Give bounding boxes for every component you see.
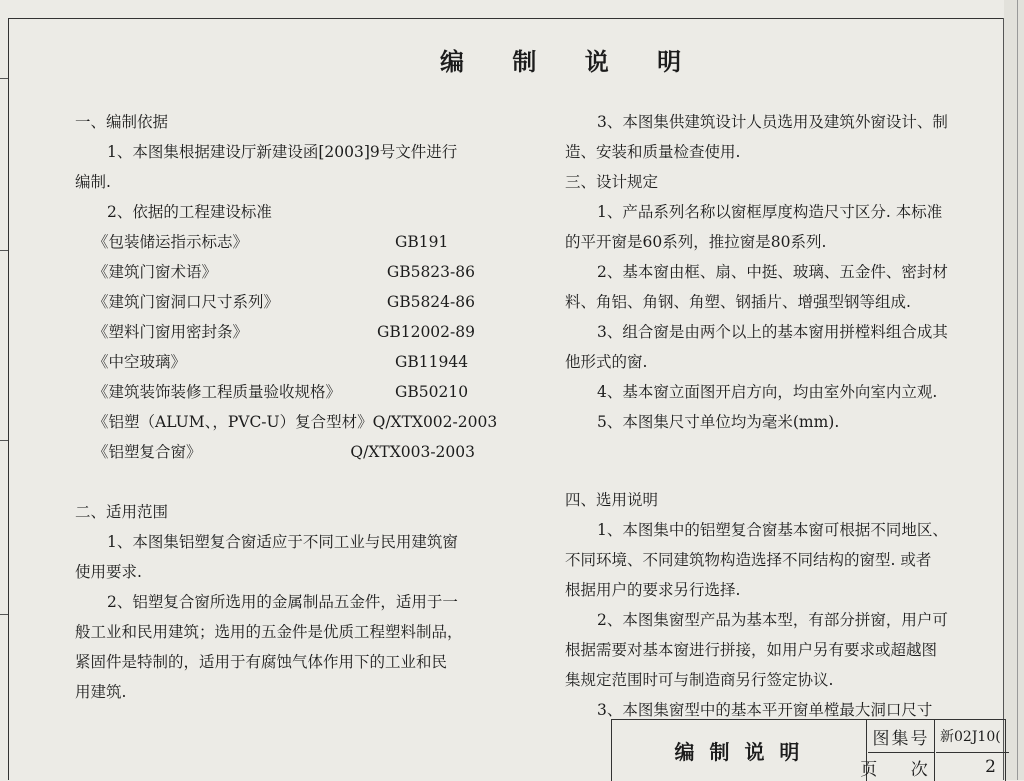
page-title: 编 制 说 明: [440, 47, 702, 76]
paragraph-line: 他形式的窗.: [565, 353, 648, 371]
frame-right-border: [1003, 18, 1004, 780]
paragraph-line: 紧固件是特制的，适用于有腐蚀气体作用下的工业和民: [75, 653, 448, 671]
paragraph-line: 1、本图集中的铝塑复合窗基本窗可根据不同地区、: [597, 521, 948, 539]
margin-tick: [0, 614, 8, 615]
paragraph-line: 使用要求.: [75, 563, 142, 581]
paragraph-line: 料、角铝、角钢、角塑、钢插片、增强型钢等组成.: [565, 293, 911, 311]
paragraph-line: 1、本图集铝塑复合窗适应于不同工业与民用建筑窗: [107, 533, 458, 551]
margin-tick: [0, 440, 8, 441]
page-edge-line: [1017, 0, 1018, 780]
page-number-value: 2: [985, 757, 996, 777]
paragraph-line: 集规定范围时可与制造商另行签定协议.: [565, 671, 834, 689]
standard-name: 《建筑装饰装修工程质量验收规格》: [93, 383, 342, 401]
paragraph-line: 根据用户的要求另行选择.: [565, 581, 741, 599]
standard-row: [75, 317, 475, 347]
margin-tick: [0, 250, 8, 251]
paragraph-line: 般工业和民用建筑；选用的五金件是优质工程塑料制品，: [75, 623, 463, 641]
paragraph-line: 4、基本窗立面图开启方向，均由室外向室内立观.: [597, 383, 938, 401]
standard-name: 《塑料门窗用密封条》: [93, 323, 249, 341]
standard-code: GB11944: [395, 353, 469, 371]
standard-row: [75, 257, 475, 287]
page-number-label: 页 次: [868, 753, 935, 781]
atlas-number-label: 图集号: [868, 720, 935, 753]
standard-row: [75, 437, 475, 467]
section-heading-design-rules: 三、设计规定: [565, 173, 659, 191]
paragraph-line: 5、本图集尺寸单位均为毫米(mm).: [597, 413, 840, 431]
title-block-title: 编 制 说 明: [612, 720, 867, 781]
paragraph-line: 2、铝塑复合窗所选用的金属制品五金件，适用于一: [107, 593, 458, 611]
paragraph-line: 的平开窗是60系列，推拉窗是80系列.: [565, 233, 827, 251]
paragraph-line: 不同环境、不同建筑物构造选择不同结构的窗型. 或者: [565, 551, 932, 569]
standard-code: GB50210: [395, 383, 469, 401]
paragraph-line: 编制.: [75, 173, 111, 191]
standard-row: [75, 227, 475, 257]
spacer: [565, 437, 965, 461]
standard-code: Q/XTX003-2003: [350, 443, 475, 461]
standard-row: [75, 377, 475, 407]
title-block: [611, 719, 1006, 781]
paragraph-line: 1、产品系列名称以窗框厚度构造尺寸区分. 本标准: [597, 203, 943, 221]
standard-name: 《铝塑复合窗》: [93, 443, 202, 461]
standard-code: GB12002-89: [376, 323, 475, 341]
paragraph-line: 2、基本窗由框、扇、中挺、玻璃、五金件、密封材: [597, 263, 948, 281]
standard-name: 《建筑门窗术语》: [93, 263, 218, 281]
paragraph-line: 造、安装和质量检查使用.: [565, 143, 741, 161]
standard-row: [75, 287, 475, 317]
section-heading-selection: 四、选用说明: [565, 491, 659, 509]
standards-list: [75, 227, 498, 467]
spacer: [565, 461, 965, 485]
spacer: [75, 467, 475, 497]
page-edge: [1004, 0, 1024, 780]
standard-row: [75, 347, 475, 377]
right-column: [565, 107, 965, 725]
left-column: [75, 107, 498, 707]
standard-name: 《铝塑（ALUM、，PVC-U）复合型材》: [93, 413, 373, 431]
paragraph-line: 2、本图集窗型产品为基本型，有部分拼窗，用户可: [597, 611, 948, 629]
standard-row: [75, 407, 498, 437]
paragraph-line: 2、依据的工程建设标准: [107, 203, 272, 221]
frame-left-border: [8, 18, 9, 780]
section-heading-basis: 一、编制依据: [75, 113, 169, 131]
standard-code: GB5823-86: [386, 263, 475, 281]
paragraph-line: 3、组合窗是由两个以上的基本窗用拼樘料组合成其: [597, 323, 948, 341]
standard-code: Q/XTX002-2003: [372, 413, 498, 431]
paragraph-line: 根据需要对基本窗进行拼接，如用户另有要求或超越图: [565, 641, 938, 659]
standard-name: 《中空玻璃》: [93, 353, 187, 371]
paragraph-line: 用建筑.: [75, 683, 127, 701]
standard-code: GB191: [395, 233, 449, 251]
paragraph-line: 3、本图集窗型中的基本平开窗单樘最大洞口尺寸: [597, 701, 933, 719]
paragraph-line: 3、本图集供建筑设计人员选用及建筑外窗设计、制: [597, 113, 948, 131]
paragraph-line: 1、本图集根据建设厅新建设函[2003]9号文件进行: [107, 143, 458, 161]
atlas-number-value: 新02J10(: [936, 720, 1009, 753]
standard-name: 《建筑门窗洞口尺寸系列》: [93, 293, 280, 311]
standard-name: 《包装储运指示标志》: [93, 233, 249, 251]
frame-top-border: [8, 18, 1004, 19]
standard-code: GB5824-86: [386, 293, 475, 311]
section-heading-scope: 二、适用范围: [75, 503, 169, 521]
margin-tick: [0, 78, 8, 79]
